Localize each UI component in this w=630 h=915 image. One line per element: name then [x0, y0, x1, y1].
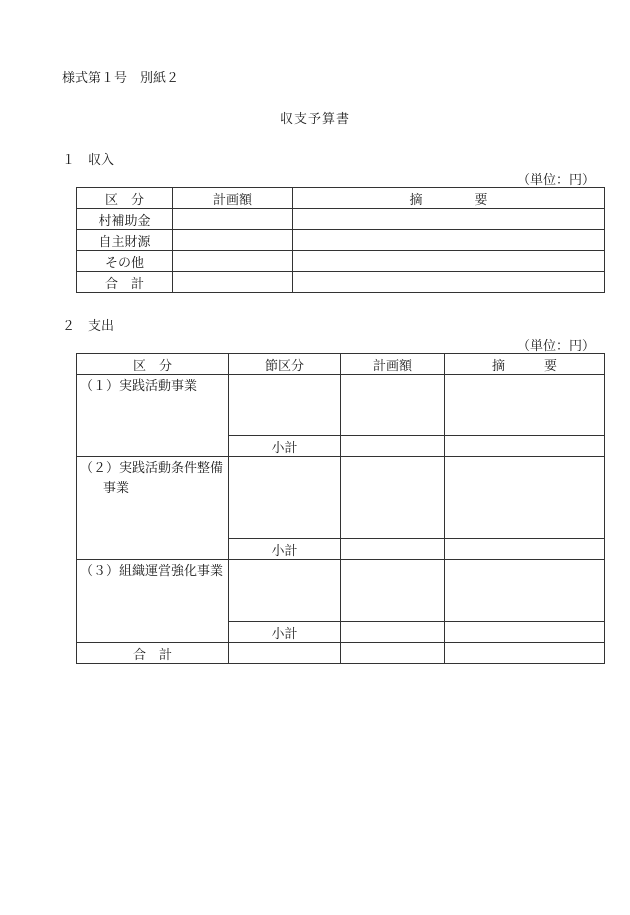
planned-amount-cell[interactable]	[341, 436, 445, 457]
planned-amount-cell[interactable]	[341, 560, 445, 622]
table-row	[77, 375, 605, 436]
header-planned-amount: 計画額	[173, 188, 293, 209]
summary-cell[interactable]	[445, 560, 605, 622]
subcategory-cell[interactable]	[229, 560, 341, 622]
total-label: 合 計	[77, 643, 229, 664]
subcategory-cell[interactable]	[229, 457, 341, 539]
subtotal-label: 小計	[229, 436, 341, 457]
header-summary: 摘 要	[445, 354, 605, 375]
income-unit: （単位：円）	[516, 173, 595, 188]
row-label: 自主財源	[77, 230, 173, 251]
planned-amount-cell[interactable]	[341, 622, 445, 643]
expense-item-label	[77, 375, 229, 457]
row-label: 合 計	[77, 272, 173, 293]
income-table	[76, 187, 605, 293]
total-row	[77, 643, 605, 664]
form-number: 様式第１号 別紙２	[62, 71, 180, 86]
item-line: （１）実践活動事業	[80, 379, 198, 394]
header-category: 区 分	[77, 354, 229, 375]
expense-unit: （単位：円）	[516, 339, 595, 354]
planned-amount-cell[interactable]	[173, 251, 293, 272]
header-planned-amount: 計画額	[341, 354, 445, 375]
summary-cell[interactable]	[445, 457, 605, 539]
table-row	[77, 209, 605, 230]
expense-item-label	[77, 560, 229, 643]
item-line: （２）実践活動条件整備	[80, 461, 224, 476]
header-category: 区 分	[77, 188, 173, 209]
table-header-row	[77, 188, 605, 209]
item-line: （３）組織運営強化事業	[80, 564, 224, 579]
summary-cell[interactable]	[293, 251, 605, 272]
item-line-continuation: 事業	[103, 481, 130, 496]
summary-cell[interactable]	[293, 230, 605, 251]
table-row	[77, 272, 605, 293]
planned-amount-cell[interactable]	[341, 539, 445, 560]
table-row	[77, 230, 605, 251]
planned-amount-cell[interactable]	[341, 457, 445, 539]
summary-cell[interactable]	[445, 375, 605, 436]
page-title: 収支予算書	[279, 112, 350, 127]
expense-heading: ２ 支出	[62, 319, 115, 334]
planned-amount-cell[interactable]	[173, 230, 293, 251]
planned-amount-cell[interactable]	[173, 272, 293, 293]
summary-cell[interactable]	[445, 539, 605, 560]
header-subcategory: 節区分	[229, 354, 341, 375]
planned-amount-cell[interactable]	[341, 643, 445, 664]
table-row	[77, 251, 605, 272]
subcategory-cell[interactable]	[229, 643, 341, 664]
row-label: その他	[77, 251, 173, 272]
summary-cell[interactable]	[293, 209, 605, 230]
subtotal-label: 小計	[229, 539, 341, 560]
header-summary: 摘 要	[293, 188, 605, 209]
summary-cell[interactable]	[445, 643, 605, 664]
table-header-row	[77, 354, 605, 375]
row-label: 村補助金	[77, 209, 173, 230]
summary-cell[interactable]	[445, 436, 605, 457]
summary-cell[interactable]	[293, 272, 605, 293]
expense-item-label	[77, 457, 229, 560]
planned-amount-cell[interactable]	[173, 209, 293, 230]
table-row	[77, 457, 605, 539]
subtotal-label: 小計	[229, 622, 341, 643]
subcategory-cell[interactable]	[229, 375, 341, 436]
summary-cell[interactable]	[445, 622, 605, 643]
table-row	[77, 560, 605, 622]
expense-table	[76, 353, 605, 664]
income-heading: １ 収入	[62, 153, 115, 168]
planned-amount-cell[interactable]	[341, 375, 445, 436]
